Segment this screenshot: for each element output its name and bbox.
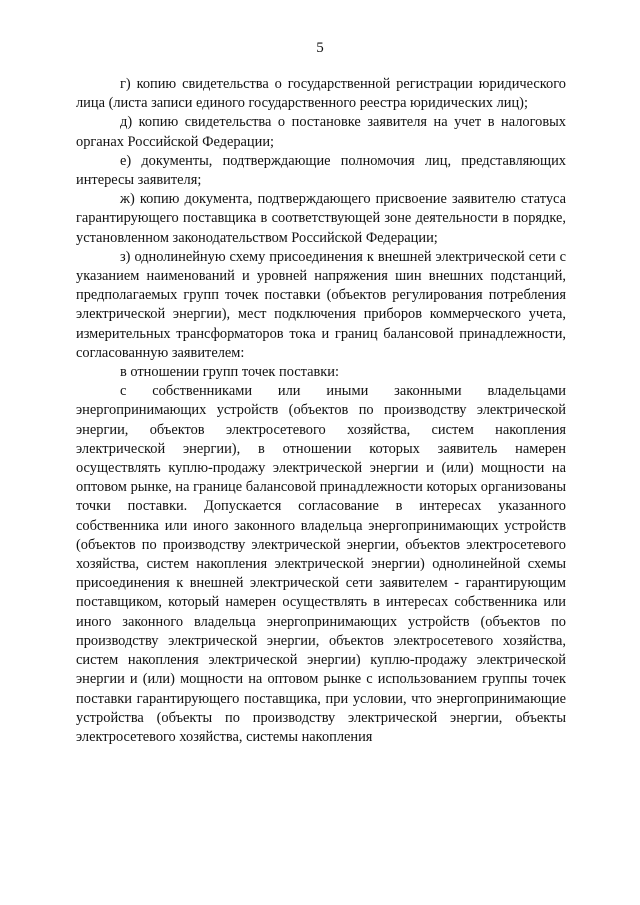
document-body bbox=[76, 75, 566, 747]
paragraph-e: е) документы, подтверждающие полномочия лиц, представляющих интересы заявителя; bbox=[76, 152, 566, 189]
paragraph-z: з) однолинейную схему присоединения к внешней электрической сети с указанием наименований и уровней напряжения шин внешних подстанций, предполагаемых групп точек поставки (объектов регулирования потребления электрической энергии), мест подключения приборов коммерческого учета, измерительных трансформаторов тока и границ балансовой принадлежности, согласованную заявителем: bbox=[76, 248, 566, 361]
paragraph-d: д) копию свидетельства о постановке заявителя на учет в налоговых органах Российской Федерации; bbox=[76, 114, 566, 150]
paragraph-delivery-groups: в отношении групп точек поставки: bbox=[120, 364, 339, 381]
paragraph-zh: ж) копию документа, подтверждающего присвоение заявителю статуса гарантирующего поставщика в соответствующей зоне деятельности в порядке, установленном законодательством Российской Федерации; bbox=[76, 191, 566, 246]
page-number: 5 bbox=[316, 40, 324, 56]
paragraph-g: г) копию свидетельства о государственной регистрации юридического лица (листа записи единого государственного реестра юридических лиц); bbox=[76, 76, 566, 112]
paragraph-owners: с собственниками или иными законными владельцами энергопринимающих устройств (объектов по производству электрической энергии, объектов электросетевого хозяйства, систем накопления электрической энергии), в отношении которых заявитель намерен осуществлять куплю-продажу электрической энергии и (или) мощности на оптовом рынке, на границе балансовой принадлежности которых организованы точки поставки. Допускается согласование в интересах указанного собственника или иного законного владельца энергопринимающих устройств (объектов по производству электрической энергии, объектов электросетевого хозяйства, систем накопления электрической энергии) однолинейной схемы присоединения к внешней электрической сети заявителем - гарантирующим поставщиком, который намерен осуществлять в интересах собственника или иного законного владельца энергопринимающих устройств (объектов по производству электрической энергии, объектов электросетевого хозяйства, систем накопления электрической энергии) куплю-продажу электрической энергии и (или) мощности на оптовом рынке с использованием группы точек поставки гарантирующего поставщика, при условии, что энергопринимающие устройства (объекты по производству электрической энергии, объекты электросетевого хозяйства, системы накопления bbox=[76, 383, 566, 745]
